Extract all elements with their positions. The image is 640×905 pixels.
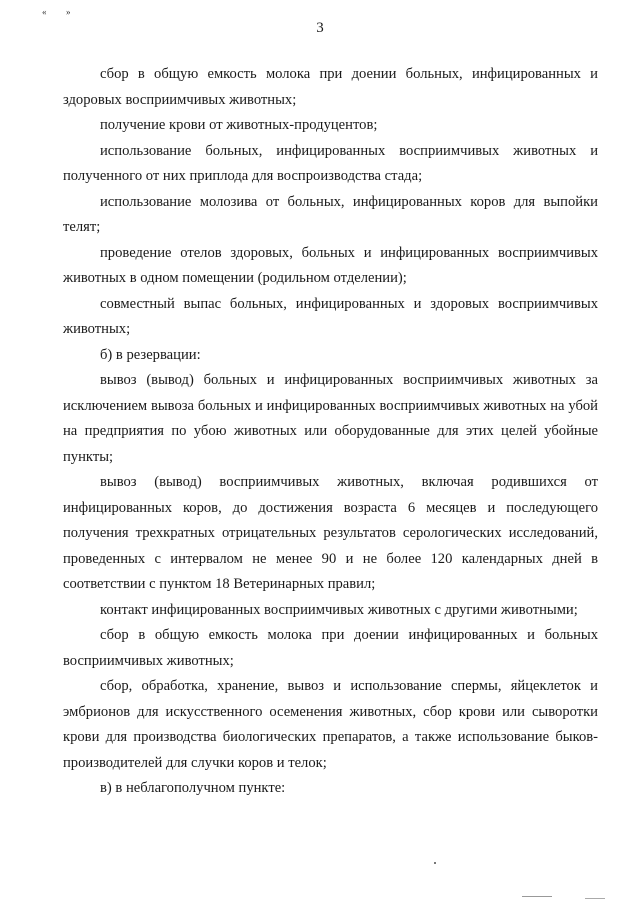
paragraph: совместный выпас больных, инфицированных и здоровых восприимчивых животных; xyxy=(63,295,598,337)
scan-artifact xyxy=(522,896,552,897)
section-heading: б) в резервации: xyxy=(100,346,201,363)
page-number: 3 xyxy=(316,20,324,36)
document-body xyxy=(63,62,598,802)
scan-mark: « xyxy=(42,7,47,17)
section-heading: в) в неблагополучном пункте: xyxy=(100,780,286,796)
paragraph: сбор в общую емкость молока при доении больных, инфицированных и здоровых восприимчивых животных; xyxy=(63,66,598,108)
paragraph: контакт инфицированных восприимчивых животных с другими животными; xyxy=(100,601,578,618)
scan-artifact xyxy=(434,862,436,864)
paragraph: получение крови от животных-продуцентов; xyxy=(100,117,378,133)
scan-artifact xyxy=(585,898,605,899)
paragraph: сбор в общую емкость молока при доении инфицированных и больных восприимчивых животных; xyxy=(63,627,598,669)
paragraph: сбор, обработка, хранение, вывоз и использование спермы, яйцеклеток и эмбрионов для искусственного осеменения животных, сбор крови или сыворотки крови для производства биологических препаратов, а также использование быков-производителей для случки коров и телок; xyxy=(63,678,598,771)
scan-mark: » xyxy=(66,7,71,17)
paragraph: вывоз (вывод) больных и инфицированных восприимчивых животных за исключением вывоза больных и инфицированных восприимчивых животных на убой на предприятия по убою животных или оборудованные для этих целей убойные пункты; xyxy=(63,372,598,465)
paragraph: использование молозива от больных, инфицированных коров для выпойки телят; xyxy=(63,193,598,235)
paragraph: использование больных, инфицированных восприимчивых животных и полученного от них приплода для воспроизводства стада; xyxy=(63,142,598,184)
paragraph: проведение отелов здоровых, больных и инфицированных восприимчивых животных в одном помещении (родильном отделении); xyxy=(63,244,598,286)
paragraph: вывоз (вывод) восприимчивых животных, включая родившихся от инфицированных коров, до достижения возраста 6 месяцев и последующего получения трехкратных отрицательных результатов серологических исследований, проведенных с интервалом не менее 90 и не более 120 календарных дней в соответствии с пунктом 18 Ветеринарных правил; xyxy=(63,474,598,592)
